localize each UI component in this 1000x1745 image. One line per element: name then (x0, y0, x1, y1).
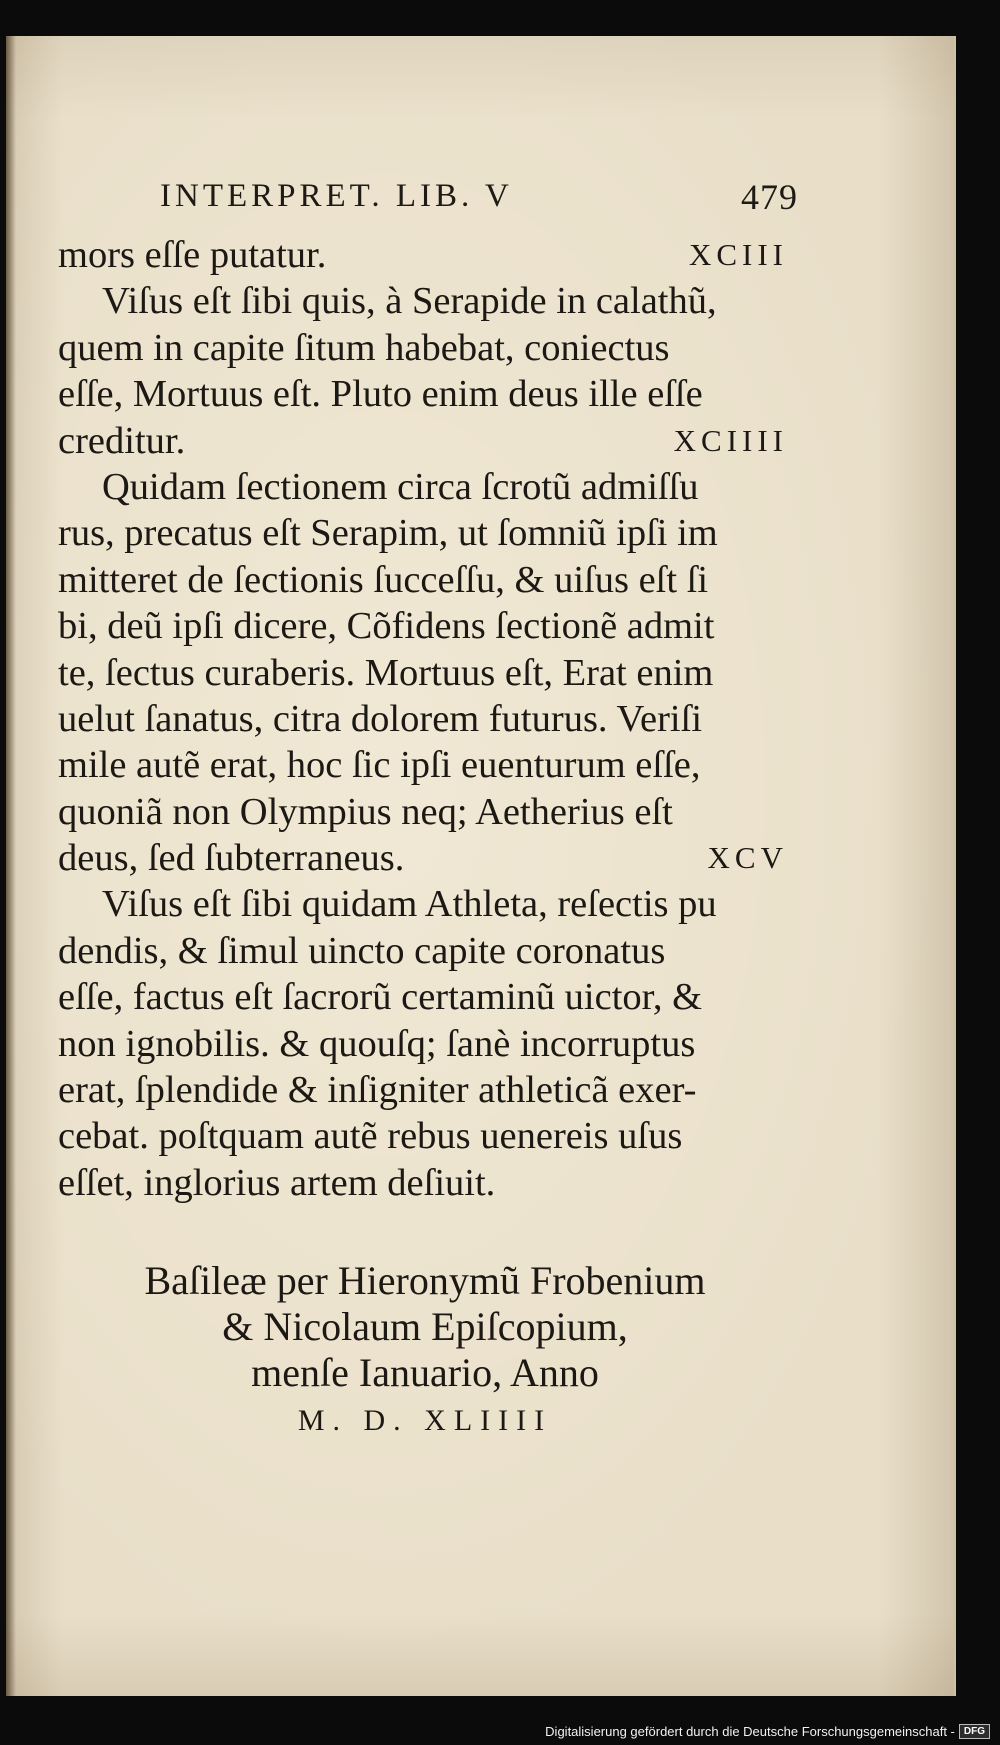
text-line (58, 835, 788, 881)
text-line (58, 1113, 788, 1159)
colophon-date: M. D. XLIIII (297, 1404, 553, 1437)
line-text: bi, deũ ipſi dicere, Cõfidens ſectionẽ admit (58, 605, 715, 648)
line-text: Quidam ſectionem circa ſcrotũ admiſſu (102, 465, 699, 508)
line-text: dendis, & ſimul uincto capite coronatus (58, 929, 666, 972)
line-text: mors eſſe putatur. (58, 234, 327, 276)
line-text: rus, precatus eſt Serapim, ut ſomniũ ipſi im (58, 512, 718, 555)
text-line (58, 742, 788, 788)
credit-text: Digitalisierung gefördert durch die Deutsche Forschungsgemeinschaft - (545, 1723, 955, 1739)
text-line (58, 1021, 788, 1067)
line-text: eſſe, Mortuus eſt. Pluto enim deus ille eſſe (58, 373, 703, 416)
line-text: eſſet, inglorius artem deſiuit. (58, 1161, 496, 1204)
line-text: cebat. poſtquam autẽ rebus uenereis uſus (58, 1115, 683, 1158)
text-line (58, 557, 788, 603)
text-line (58, 464, 788, 510)
text-line (58, 1160, 788, 1206)
text-line (58, 510, 788, 556)
text-line (58, 603, 788, 649)
colophon-line-1: Baſileæ per Hieronymũ Frobenium (144, 1258, 706, 1303)
line-text: Viſus eſt ſibi quidam Athleta, reſectis pu (102, 883, 717, 926)
text-line (58, 325, 788, 371)
line-text: quem in capite ſitum habebat, coniectus (58, 326, 670, 369)
running-head (160, 178, 800, 218)
section-number: XCV (707, 840, 788, 876)
line-text: erat, ſplendide & inſigniter athleticã exer- (58, 1069, 697, 1112)
line-text: mile autẽ erat, hoc ſic ipſi euenturum eſſe, (58, 744, 701, 787)
line-text: creditur. (58, 419, 186, 462)
colophon (60, 1258, 790, 1446)
section-number: XCIIII (673, 422, 788, 458)
text-block (58, 232, 788, 1206)
line-text: te, ſectus curaberis. Mortuus eſt, Erat enim (58, 651, 714, 694)
text-line (58, 418, 788, 464)
text-line (58, 1067, 788, 1113)
line-text: deus, ſed ſubterraneus. (58, 837, 405, 880)
text-line (58, 696, 788, 742)
running-head-title: INTERPRET. LIB. V (160, 178, 513, 214)
digitization-credit (545, 1719, 990, 1743)
text-line (58, 789, 788, 835)
text-line (58, 650, 788, 696)
line-text: Viſus eſt ſibi quis, à Serapide in calathũ, (102, 280, 717, 323)
text-line (58, 928, 788, 974)
line-text: non ignobilis. & quouſq; ſanè incorruptus (58, 1022, 696, 1065)
page-number: 479 (741, 177, 798, 217)
text-line (58, 974, 788, 1020)
line-text: mitteret de ſectionis ſucceſſu, & uiſus eſt ſi (58, 558, 709, 601)
line-text: eſſe, factus eſt ſacrorũ certaminũ uictor, & (58, 976, 703, 1019)
line-text: uelut ſanatus, citra dolorem futurus. Veriſi (58, 697, 703, 740)
text-line (58, 278, 788, 324)
colophon-line-3: menſe Ianuario, Anno (251, 1350, 599, 1395)
text-line (58, 232, 788, 278)
section-number: XCIII (688, 237, 788, 272)
text-line (58, 881, 788, 927)
page-gutter-shadow (6, 36, 16, 1696)
text-line (58, 371, 788, 417)
colophon-line-2: & Nicolaum Epiſcopium, (222, 1304, 628, 1349)
line-text: quoniã non Olympius neq; Aetherius eſt (58, 790, 673, 833)
dfg-logo-icon: DFG (959, 1724, 990, 1739)
